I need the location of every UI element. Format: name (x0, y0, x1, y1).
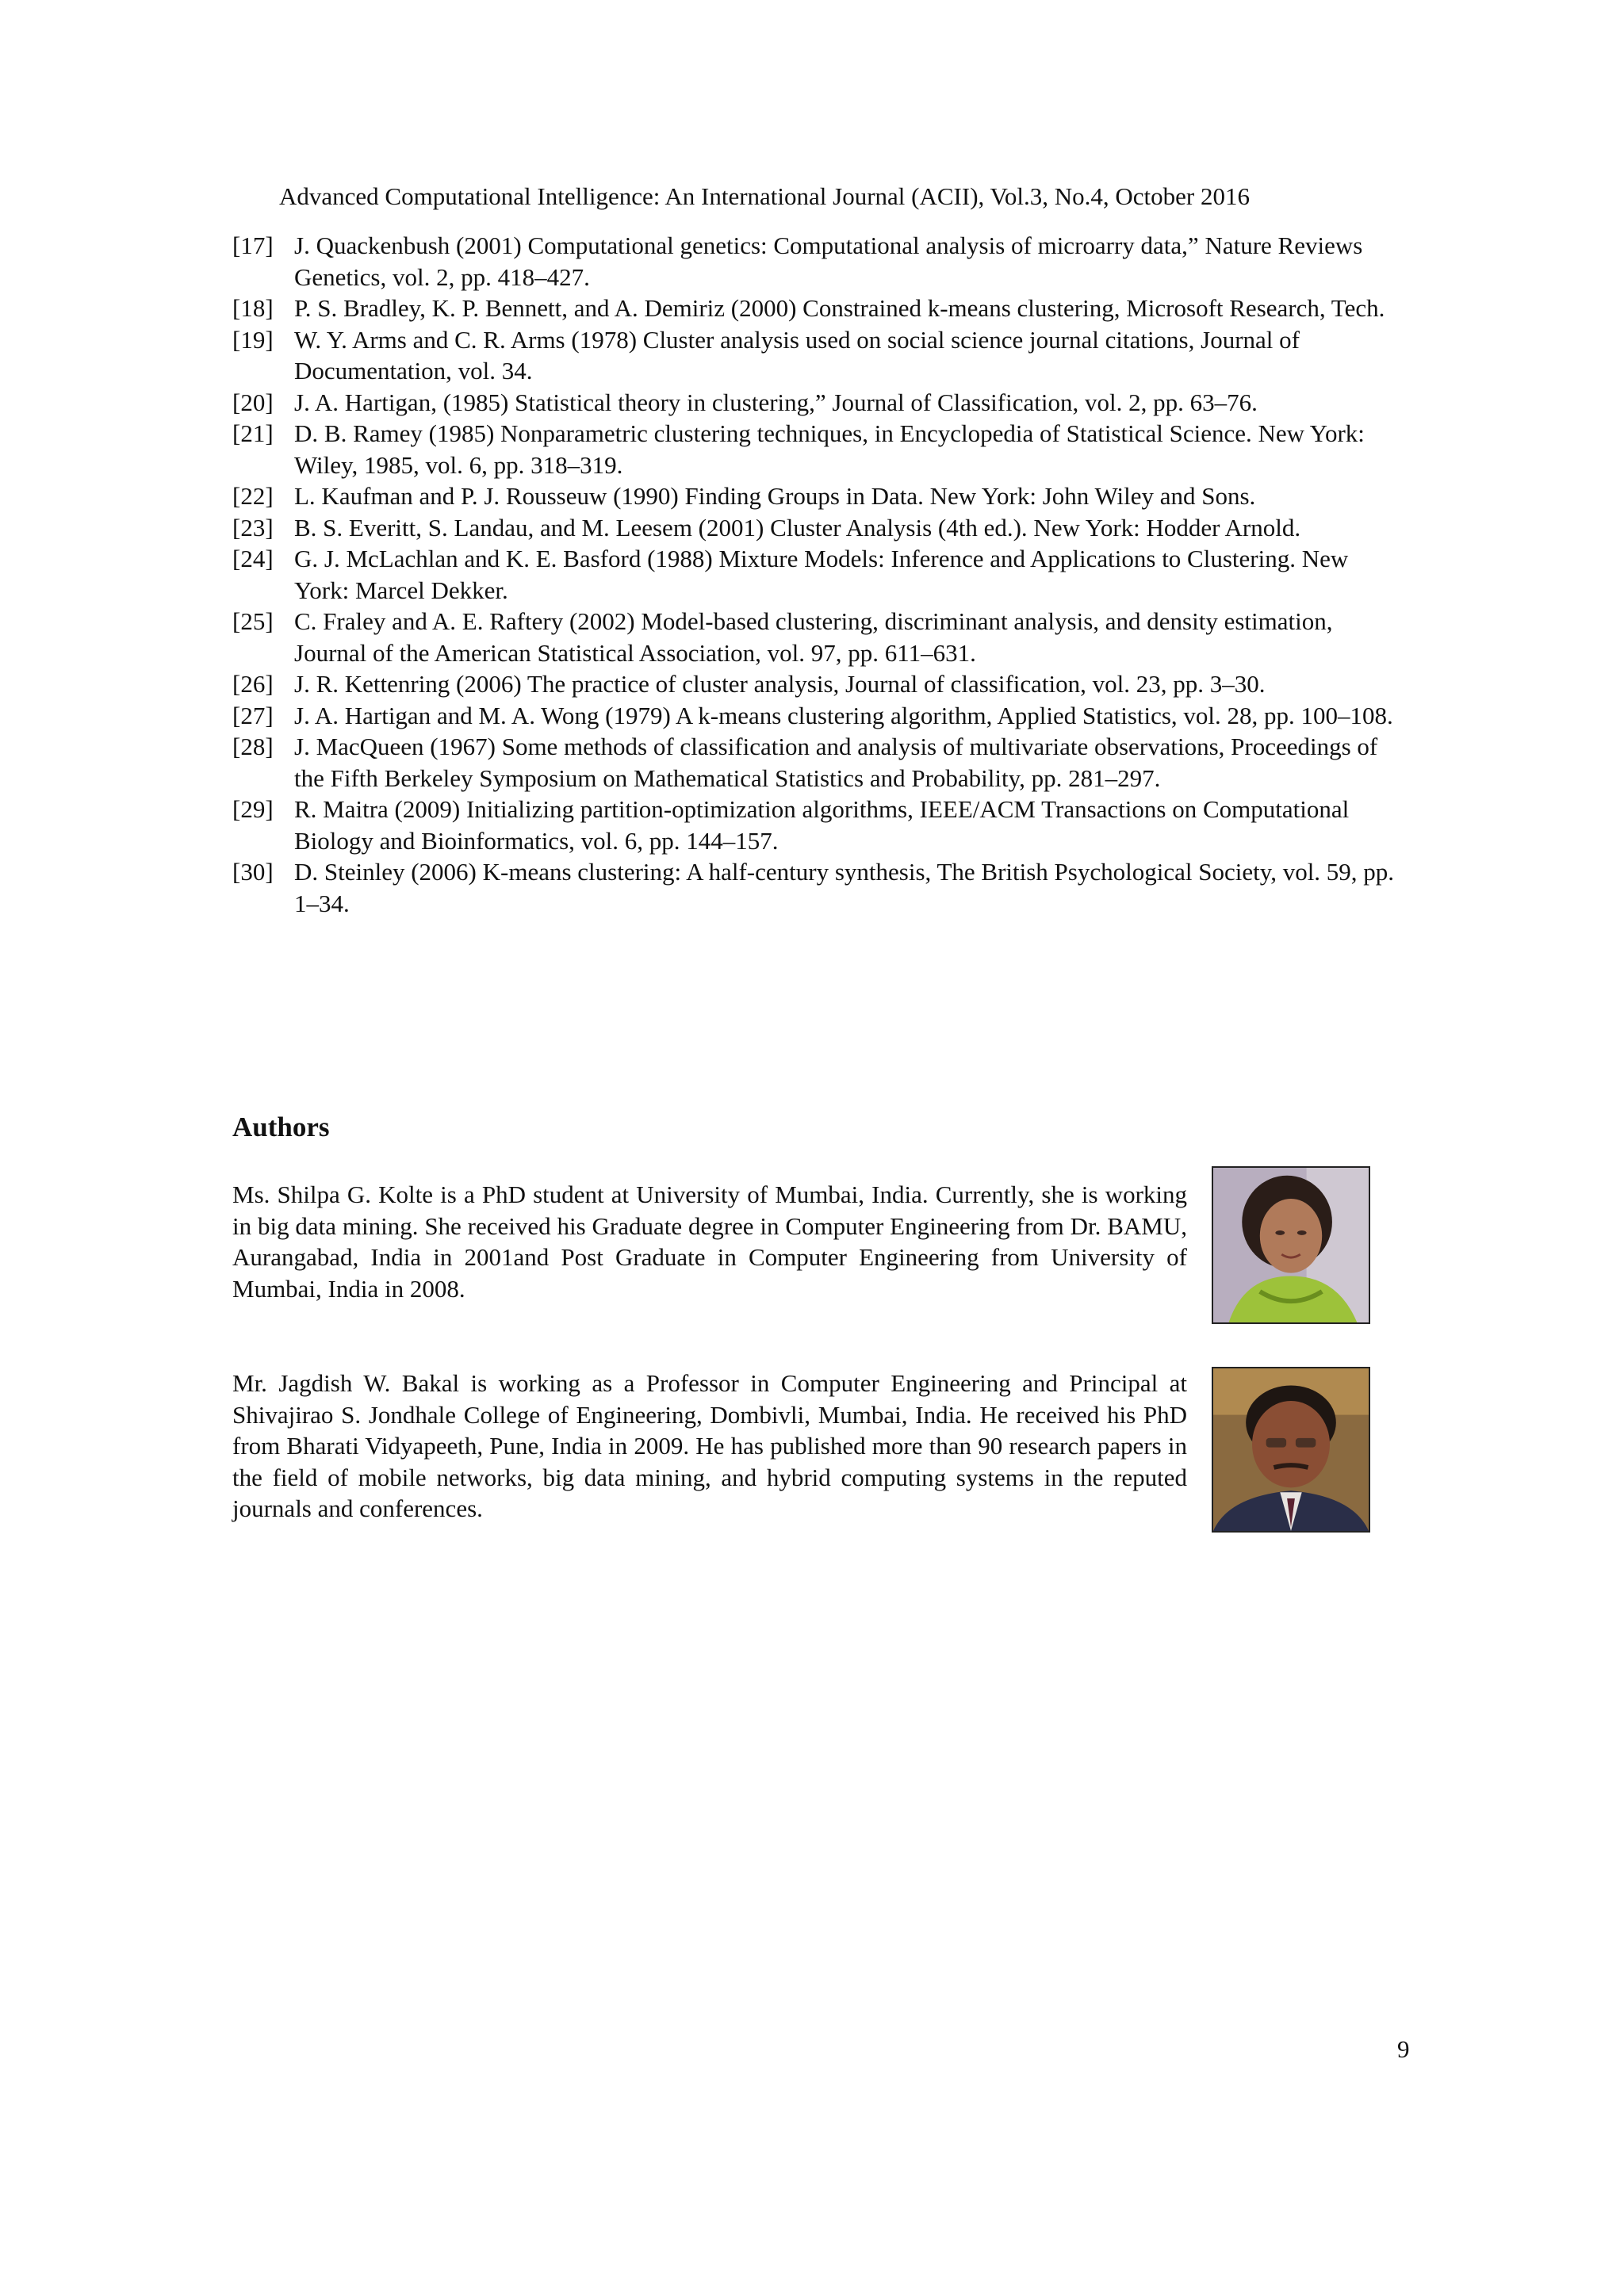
page-number: 9 (1397, 2035, 1410, 2063)
reference-text: P. S. Bradley, K. P. Bennett, and A. Demiriz (2000) Constrained k-means clustering, Microsoft Research, Tech. (294, 294, 1385, 322)
reference-text: G. J. McLachlan and K. E. Basford (1988) Mixture Models: Inference and Applications to Clustering. New York: Marcel Dekker. (294, 545, 1349, 604)
reference-text: J. Quackenbush (2001) Computational genetics: Computational analysis of microarry data,” Nature Reviews Genetics, vol. 2, pp. 418–427. (294, 232, 1363, 291)
reference-number: [19] (232, 325, 274, 354)
reference-text: J. R. Kettenring (2006) The practice of cluster analysis, Journal of classification, vol. 23, pp. 3–30. (294, 670, 1266, 698)
reference-item (232, 387, 1406, 419)
reference-number: [17] (232, 232, 274, 259)
reference-text: W. Y. Arms and C. R. Arms (1978) Cluster analysis used on social science journal citations, Journal of Documentation, vol. 34. (294, 325, 1300, 385)
reference-text: C. Fraley and A. E. Raftery (2002) Model-based clustering, discriminant analysis, and density estimation, Journal of the American Statistical Association, vol. 97, pp. 611–631. (294, 607, 1333, 667)
author-photo-bakal (1212, 1367, 1370, 1533)
reference-text: L. Kaufman and P. J. Rousseuw (1990) Finding Groups in Data. New York: John Wiley and Sons. (294, 482, 1256, 510)
reference-text: J. A. Hartigan and M. A. Wong (1979) A k-means clustering algorithm, Applied Statistics, vol. 28, pp. 100–108. (294, 701, 1393, 729)
reference-item (232, 230, 1406, 293)
reference-number: [27] (232, 701, 274, 729)
reference-number: [22] (232, 482, 274, 510)
reference-item (232, 543, 1406, 606)
reference-item (232, 418, 1406, 480)
reference-item (232, 794, 1406, 856)
reference-text: J. A. Hartigan, (1985) Statistical theory in clustering,” Journal of Classification, vol. 2, pp. 63–76. (294, 388, 1258, 416)
reference-item (232, 668, 1406, 700)
reference-text: J. MacQueen (1967) Some methods of classification and analysis of multivariate observations, Proceedings of the Fifth Berkeley Symposium on Mathematical Statistics and Probability, pp. 281–297. (294, 733, 1378, 792)
reference-number: [18] (232, 294, 274, 322)
reference-text: D. Steinley (2006) K-means clustering: A half-century synthesis, The British Psychological Society, vol. 59, pp. 1–34. (294, 858, 1395, 917)
reference-item (232, 700, 1406, 732)
author-bio-kolte: Ms. Shilpa G. Kolte is a PhD student at University of Mumbai, India. Currently, she is working in big data mining. She received his Graduate degree in Computer Engineering from Dr. BAMU, Aurangabad, India in 2001and Post Graduate in Computer Engineering from University of Mumbai, India in 2008. (232, 1181, 1187, 1303)
running-header: Advanced Computational Intelligence: An International Journal (ACII), Vol.3, No.4, October 2016 (279, 182, 1250, 210)
reference-number: [23] (232, 513, 274, 541)
reference-number: [20] (232, 388, 274, 416)
reference-item (232, 324, 1406, 387)
reference-list (232, 230, 1406, 919)
reference-number: [28] (232, 733, 274, 760)
reference-number: [29] (232, 795, 274, 823)
reference-number: [24] (232, 545, 274, 572)
reference-item (232, 512, 1406, 544)
reference-text: B. S. Everitt, S. Landau, and M. Leesem (2001) Cluster Analysis (4th ed.). New York: Hodder Arnold. (294, 513, 1301, 541)
reference-number: [26] (232, 670, 274, 698)
author-bio-bakal: Mr. Jagdish W. Bakal is working as a Professor in Computer Engineering and Principal at Shivajirao S. Jondhale College of Engineering, Dombivli, Mumbai, India. He received his PhD from Bharati Vidyapeeth, Pune, India in 2009. He has published more than 90 research papers in the field of mobile networks, big data mining, and hybrid computing systems in the reputed journals and conferences. (232, 1369, 1187, 1522)
reference-text: D. B. Ramey (1985) Nonparametric clustering techniques, in Encyclopedia of Statistical Science. New York: Wiley, 1985, vol. 6, pp. 318–319. (294, 419, 1365, 479)
reference-number: [30] (232, 858, 274, 886)
reference-item (232, 856, 1406, 919)
reference-item (232, 606, 1406, 668)
reference-item (232, 731, 1406, 794)
reference-text: R. Maitra (2009) Initializing partition-optimization algorithms, IEEE/ACM Transactions on Computational Biology and Bioinformatics, vol. 6, pp. 144–157. (294, 795, 1350, 855)
reference-item (232, 293, 1406, 324)
reference-number: [21] (232, 419, 274, 447)
reference-number: [25] (232, 607, 274, 635)
author-photo-kolte (1212, 1166, 1370, 1324)
reference-item (232, 480, 1406, 512)
authors-heading: Authors (232, 1112, 330, 1142)
